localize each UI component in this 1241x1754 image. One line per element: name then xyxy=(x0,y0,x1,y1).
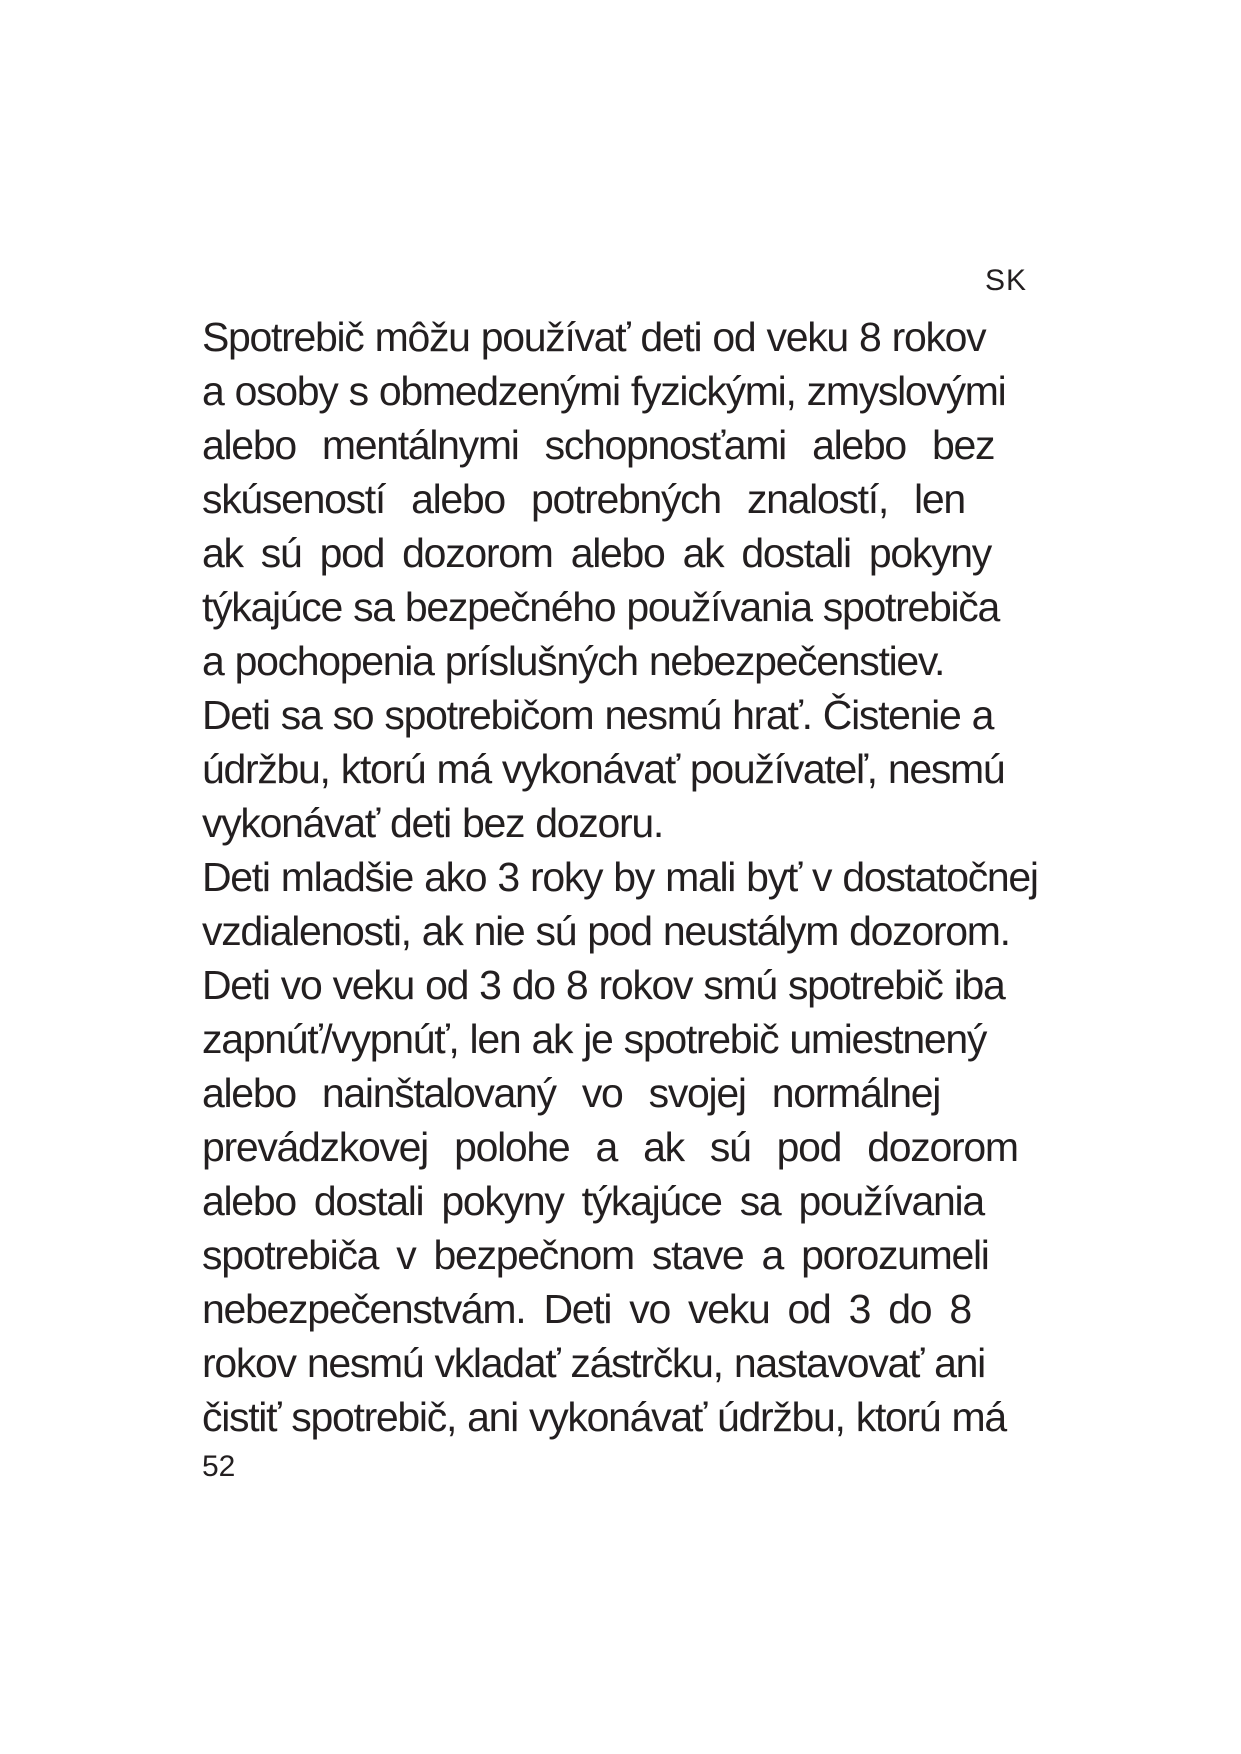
text-line: nebezpečenstvám. Deti vo veku od 3 do 8 xyxy=(202,1286,971,1332)
text-line: alebo nainštalovaný vo svojej normálnej xyxy=(202,1070,941,1116)
text-line: ak sú pod dozorom alebo ak dostali pokyny xyxy=(202,530,992,576)
text-line: týkajúce sa bezpečného používania spotrebiča xyxy=(202,584,999,630)
text-line: Deti sa so spotrebičom nesmú hrať. Čistenie a xyxy=(202,692,994,738)
text-line: zapnúť/vypnúť, len ak je spotrebič umiestnený xyxy=(202,1016,987,1062)
text-line: vykonávať deti bez dozoru. xyxy=(202,800,663,846)
text-line: vzdialenosti, ak nie sú pod neustálym dozorom. xyxy=(202,908,1010,954)
text-line: a pochopenia príslušných nebezpečenstiev. xyxy=(202,638,945,684)
text-line: alebo mentálnymi schopnosťami alebo bez xyxy=(202,422,995,468)
text-line: skúseností alebo potrebných znalostí, len xyxy=(202,476,965,522)
text-line: rokov nesmú vkladať zástrčku, nastavovať ani xyxy=(202,1340,985,1386)
text-line: Spotrebič môžu používať deti od veku 8 rokov xyxy=(202,314,986,360)
language-code: SK xyxy=(985,264,1028,297)
text-line: Deti mladšie ako 3 roky by mali byť v dostatočnej xyxy=(202,854,1038,900)
body-text xyxy=(202,310,1102,1444)
text-line: alebo dostali pokyny týkajúce sa používania xyxy=(202,1178,984,1224)
text-line: prevádzkovej polohe a ak sú pod dozorom xyxy=(202,1124,1018,1170)
text-line: čistiť spotrebič, ani vykonávať údržbu, ktorú má xyxy=(202,1394,1006,1440)
text-line: Deti vo veku od 3 do 8 rokov smú spotrebič iba xyxy=(202,962,1005,1008)
text-line: údržbu, ktorú má vykonávať používateľ, nesmú xyxy=(202,746,1005,792)
text-line: a osoby s obmedzenými fyzickými, zmyslovými xyxy=(202,368,1006,414)
page-number: 52 xyxy=(202,1450,236,1483)
text-line: spotrebiča v bezpečnom stave a porozumeli xyxy=(202,1232,989,1278)
